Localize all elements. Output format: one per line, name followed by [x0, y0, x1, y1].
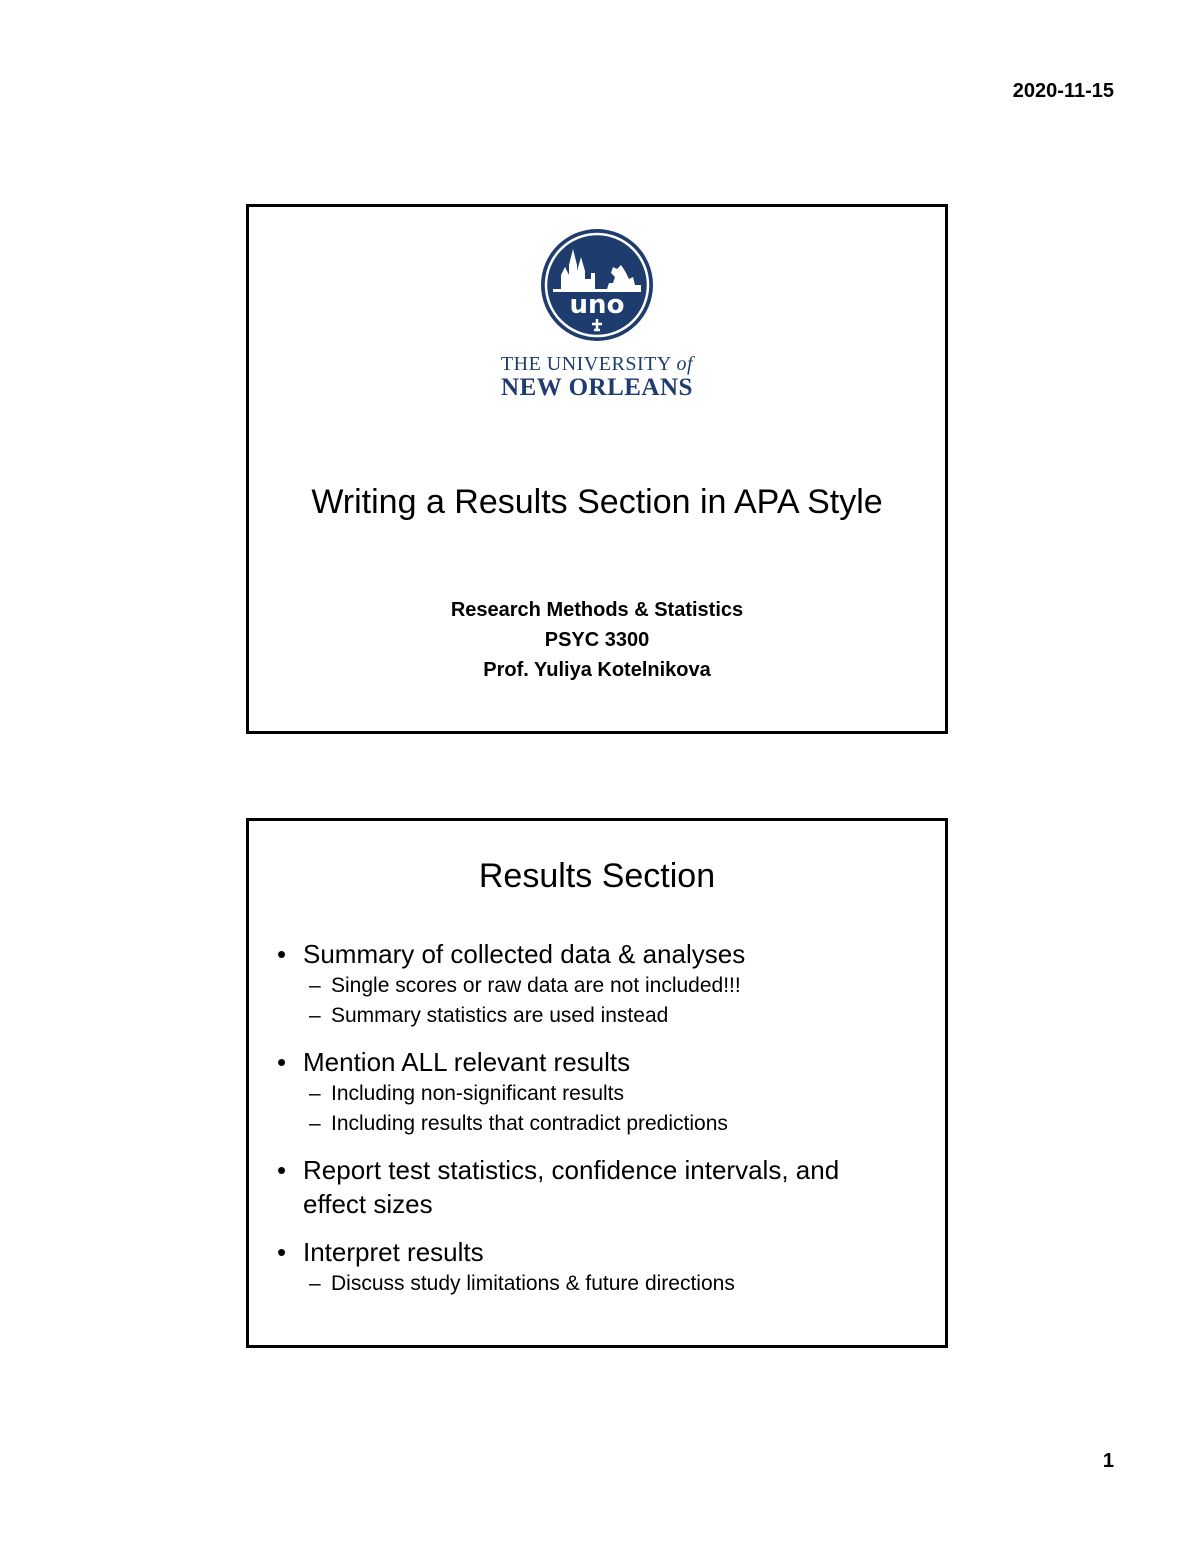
sub-item: – Single scores or raw data are not included!!!	[303, 971, 905, 1001]
bullet-dot-icon: •	[277, 1155, 287, 1185]
bullet-dot-icon: •	[277, 1237, 287, 1267]
dash-icon: –	[309, 1082, 321, 1105]
logo-new-orleans-line: NEW ORLEANS	[501, 374, 693, 401]
bullet-item	[273, 1045, 905, 1139]
dash-icon: –	[309, 974, 321, 997]
sub-item: – Including results that contradict predictions	[303, 1109, 905, 1139]
sub-list	[303, 971, 905, 1031]
bullet-text: Interpret results	[303, 1237, 484, 1267]
page-number: 1	[1102, 1450, 1114, 1472]
bullet-dot-icon: •	[277, 1047, 287, 1077]
results-slide	[246, 818, 948, 1348]
bullet-item	[273, 1235, 905, 1299]
bullet-list	[273, 937, 905, 1313]
bullet-text: Report test statistics, confidence intervals, and effect sizes	[303, 1155, 840, 1219]
sub-item: – Discuss study limitations & future directions	[303, 1269, 905, 1299]
sub-list	[303, 1079, 905, 1139]
bullet-dot-icon: •	[277, 939, 287, 969]
logo-university-line: THE UNIVERSITY of	[500, 353, 694, 375]
title-slide	[246, 204, 948, 734]
svg-text:uno: uno	[569, 290, 625, 320]
instructor-name: Prof. Yuliya Kotelnikova	[483, 659, 711, 681]
bullet-item	[273, 1153, 905, 1221]
sub-item: – Summary statistics are used instead	[303, 1001, 905, 1031]
bullet-text: Mention ALL relevant results	[303, 1047, 631, 1077]
deck-title: Writing a Results Section in APA Style	[311, 483, 883, 521]
dash-icon: –	[309, 1272, 321, 1295]
page-date: 2020-11-15	[1012, 80, 1114, 102]
dash-icon: –	[309, 1004, 321, 1027]
uno-seal-icon	[539, 227, 655, 343]
slide-title: Results Section	[478, 857, 716, 895]
course-code: PSYC 3300	[544, 629, 650, 651]
course-name: Research Methods & Statistics	[450, 599, 744, 621]
sub-item: – Including non-significant results	[303, 1079, 905, 1109]
sub-list	[303, 1269, 905, 1299]
bullet-text: Summary of collected data & analyses	[303, 939, 746, 969]
university-logo	[249, 227, 945, 402]
dash-icon: –	[309, 1112, 321, 1135]
deck-subtitle	[249, 595, 945, 685]
bullet-item	[273, 937, 905, 1031]
